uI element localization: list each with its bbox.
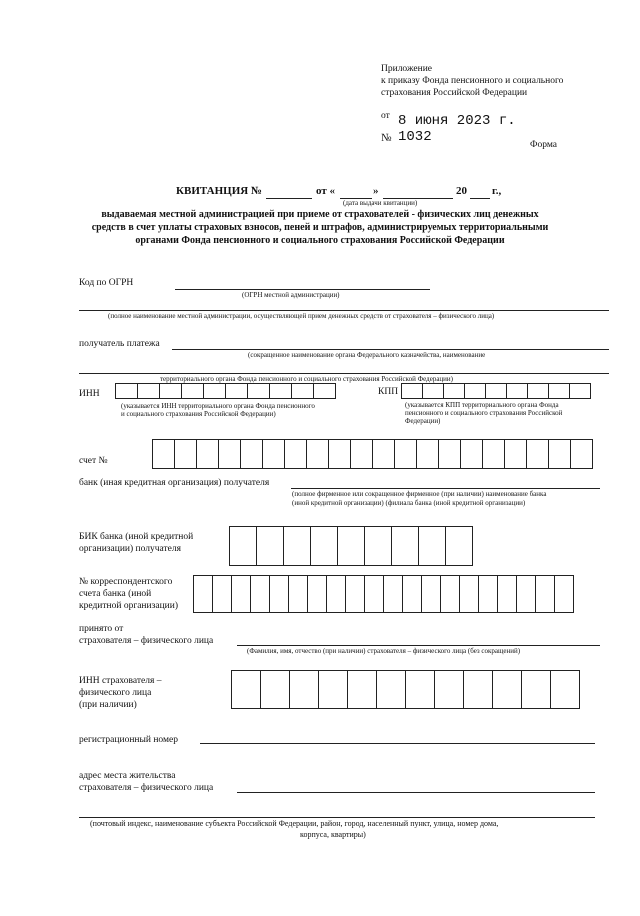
form-label: Форма [530, 140, 558, 150]
corr-cell[interactable] [250, 575, 270, 613]
insurer-inn-cell[interactable] [463, 670, 493, 709]
corr-label1: № корреспондентского [79, 577, 173, 587]
account-label: счет № [79, 456, 108, 466]
account-cell[interactable] [240, 439, 263, 469]
bik-label1: БИК банка (иной кредитной [79, 532, 194, 542]
from-note: (Фамилия, имя, отчество (при наличии) страхователя – физического лица (без сокращений) [247, 647, 521, 655]
bik-cell[interactable] [418, 526, 446, 566]
corr-cell[interactable] [288, 575, 308, 613]
insurer-inn-cell[interactable] [434, 670, 464, 709]
account-cell[interactable] [174, 439, 197, 469]
corr-cell[interactable] [212, 575, 232, 613]
reg-label: регистрационный номер [79, 735, 178, 745]
insurer-inn-cell[interactable] [521, 670, 551, 709]
corr-cell[interactable] [535, 575, 555, 613]
account-cell[interactable] [482, 439, 505, 469]
kpp-cell[interactable] [464, 383, 486, 399]
corr-cell[interactable] [345, 575, 365, 613]
order-date: 8 июня 2023 г. [398, 113, 516, 129]
corr-cell[interactable] [326, 575, 346, 613]
inn-cell[interactable] [115, 383, 138, 399]
payee-label: получатель платежа [79, 339, 160, 349]
corr-cell[interactable] [516, 575, 536, 613]
account-cell[interactable] [460, 439, 483, 469]
title-line1: выдаваемая местной администрацией при приеме от страхователей - физических лиц денежных [101, 209, 539, 220]
bik-label2: организации) получателя [79, 544, 181, 554]
corr-label3: кредитной организации) [79, 601, 178, 611]
receipt-year-suffix: г., [492, 185, 502, 197]
insurer-inn-cell[interactable] [318, 670, 348, 709]
corr-cell[interactable] [478, 575, 498, 613]
insurer-inn-label1: ИНН страхователя – [79, 676, 162, 686]
account-cell[interactable] [262, 439, 285, 469]
account-cell[interactable] [306, 439, 329, 469]
payee-note1: (сокращенное наименование органа Федерального казначейства, наименование [248, 351, 486, 359]
insurer-inn-label3: (при наличии) [79, 700, 137, 710]
corr-cell[interactable] [307, 575, 327, 613]
kpp-label: КПП [378, 387, 399, 397]
insurer-inn-cell[interactable] [405, 670, 435, 709]
kpp-cell[interactable] [401, 383, 423, 399]
addr-label1: адрес места жительства [79, 771, 176, 781]
corr-cell[interactable] [364, 575, 384, 613]
insurer-inn-cell[interactable] [289, 670, 319, 709]
inn-note2: и социального страхования Российской Федерации) [121, 410, 276, 418]
insurer-inn-cell[interactable] [550, 670, 580, 709]
order-number: 1032 [398, 129, 432, 145]
bik-cell[interactable] [391, 526, 419, 566]
title-line3: органами Фонда пенсионного и социального страхования Российской Федерации [135, 235, 505, 246]
insurer-inn-cell[interactable] [231, 670, 261, 709]
kpp-note2: пенсионного и социального страхования Российской [405, 409, 563, 417]
number-prefix: № [381, 132, 392, 144]
corr-cell[interactable] [269, 575, 289, 613]
bik-cell[interactable] [310, 526, 338, 566]
inn-cell[interactable] [313, 383, 336, 399]
account-cell[interactable] [350, 439, 373, 469]
payee-note2: территориального органа Фонда пенсионного и социального страхования Российской Федерации) [160, 375, 453, 383]
bik-cell[interactable] [229, 526, 257, 566]
account-cell[interactable] [218, 439, 241, 469]
appendix-line2: к приказу Фонда пенсионного и социального [381, 76, 564, 86]
corr-cell[interactable] [383, 575, 403, 613]
account-cell[interactable] [394, 439, 417, 469]
corr-cell[interactable] [459, 575, 479, 613]
inn-note1: (указывается ИНН территориального органа Фонда пенсионного [121, 402, 315, 410]
account-cell[interactable] [328, 439, 351, 469]
bank-note1: (полное фирменное или сокращенное фирменное (при наличии) наименование банка [292, 490, 547, 498]
kpp-note1: (указывается КПП территориального органа Фонда [405, 401, 559, 409]
insurer-inn-label2: физического лица [79, 688, 152, 698]
insurer-inn-cell[interactable] [492, 670, 522, 709]
inn-label: ИНН [79, 389, 100, 399]
kpp-cell[interactable] [422, 383, 444, 399]
kpp-cell[interactable] [527, 383, 549, 399]
addr-label2: страхователя – физического лица [79, 783, 214, 793]
account-cell[interactable] [372, 439, 395, 469]
kpp-cell[interactable] [485, 383, 507, 399]
bik-cell[interactable] [445, 526, 473, 566]
kpp-cell[interactable] [506, 383, 528, 399]
bank-note2: (иной кредитной организации) (филиала банка (иной кредитной организации) [292, 499, 526, 507]
account-cell[interactable] [570, 439, 593, 469]
inn-cell[interactable] [247, 383, 270, 399]
receipt-from: от « [316, 185, 336, 197]
bank-label: банк (иная кредитная организация) получателя [79, 478, 270, 488]
account-cell[interactable] [284, 439, 307, 469]
ogrn-note: (ОГРН местной администрации) [242, 291, 340, 299]
account-cell[interactable] [526, 439, 549, 469]
insurer-inn-cell[interactable] [376, 670, 406, 709]
corr-cell[interactable] [440, 575, 460, 613]
bik-cell[interactable] [337, 526, 365, 566]
title-line2: средств в счет уплаты страховых взносов, пеней и штрафов, администрируемых территориальными [91, 222, 549, 233]
appendix-line1: Приложение [381, 64, 432, 74]
admin-name-note: (полное наименование местной администрации, осуществляющей прием денежных средств от страхователя – физического лица) [108, 312, 495, 320]
bik-cell[interactable] [364, 526, 392, 566]
corr-cell[interactable] [231, 575, 251, 613]
corr-cell[interactable] [554, 575, 574, 613]
inn-cell[interactable] [225, 383, 248, 399]
inn-cell[interactable] [159, 383, 182, 399]
inn-cell[interactable] [203, 383, 226, 399]
account-cell[interactable] [152, 439, 175, 469]
receipt-title: КВИТАНЦИЯ № [176, 185, 263, 197]
date-note: (дата выдачи квитанции) [343, 199, 418, 207]
kpp-note3: Федерации) [405, 417, 441, 425]
insurer-inn-cell[interactable] [260, 670, 290, 709]
date-prefix: от [381, 111, 390, 121]
corr-cell[interactable] [193, 575, 213, 613]
receipt-year: 20 [456, 185, 467, 197]
appendix-line3: страхования Российской Федерации [381, 88, 528, 98]
account-cell[interactable] [504, 439, 527, 469]
account-cell[interactable] [196, 439, 219, 469]
account-cell[interactable] [438, 439, 461, 469]
corr-cell[interactable] [402, 575, 422, 613]
account-cell[interactable] [548, 439, 571, 469]
from-label1: принято от [79, 624, 124, 634]
addr-note2: корпуса, квартиры) [300, 830, 366, 839]
inn-cell[interactable] [181, 383, 204, 399]
corr-cell[interactable] [421, 575, 441, 613]
receipt-quote-close: » [373, 185, 379, 197]
corr-cell[interactable] [497, 575, 517, 613]
bik-cell[interactable] [256, 526, 284, 566]
insurer-inn-cell[interactable] [347, 670, 377, 709]
kpp-cell[interactable] [569, 383, 591, 399]
corr-label2: счета банка (иной [79, 589, 152, 599]
inn-cell[interactable] [291, 383, 314, 399]
kpp-cell[interactable] [443, 383, 465, 399]
ogrn-label: Код по ОГРН [79, 278, 134, 288]
from-label2: страхователя – физического лица [79, 636, 214, 646]
addr-note1: (почтовый индекс, наименование субъекта Российской Федерации, район, город, населенный пункт, улица, номер дома, [90, 819, 499, 828]
account-cell[interactable] [416, 439, 439, 469]
bik-cell[interactable] [283, 526, 311, 566]
kpp-cell[interactable] [548, 383, 570, 399]
inn-cell[interactable] [269, 383, 292, 399]
inn-cell[interactable] [137, 383, 160, 399]
